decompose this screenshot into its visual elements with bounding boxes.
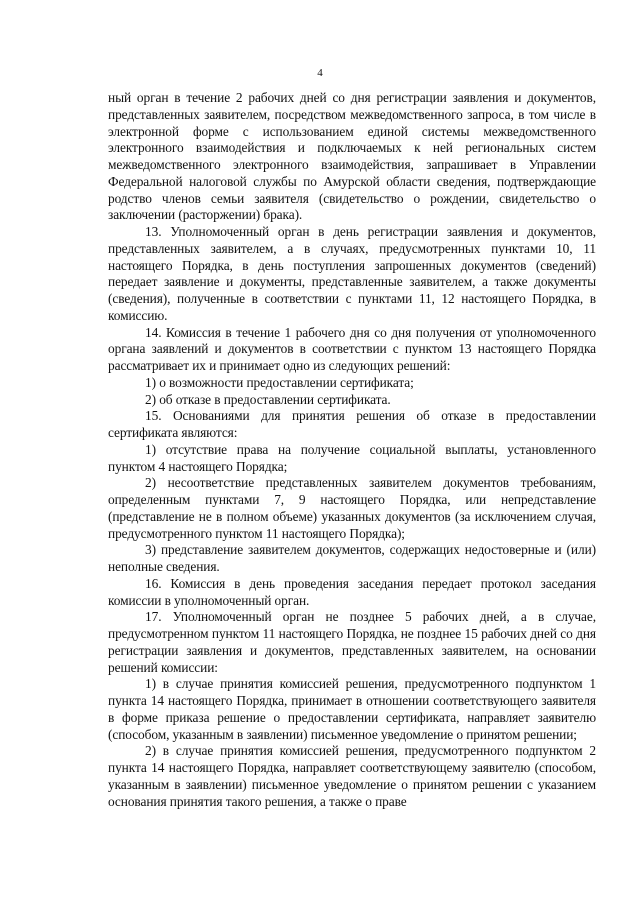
paragraph-17: 17. Уполномоченный орган не позднее 5 рабочих дней, а в случае, предусмотренном пунктом 11 настоящего Порядка, не позднее 15 рабочих дней со дня регистрации заявления и документов, представленных заявителем, на основании решений комиссии:: [108, 609, 596, 675]
paragraph-15: 15. Основаниями для принятия решения об отказе в предоставлении сертификата являются:: [108, 408, 596, 440]
paragraph-17-item-1: 1) в случае принятия комиссией решения, предусмотренного подпунктом 1 пункта 14 настоящего Порядка, принимает в отношении соответствующего заявителя в форме приказа решение о предоставлении сертификата, направляет заявителю (способом, указанным в заявлении) письменное уведомление о принятом решении;: [108, 676, 596, 742]
paragraph-15-item-3: 3) представление заявителем документов, содержащих недостоверные и (или) неполные сведения.: [108, 542, 596, 574]
paragraph-15-item-2: 2) несоответствие представленных заявителем документов требованиям, определенным пунктами 7, 9 настоящего Порядка, или непредставление (представление не в полном объеме) указанных документов (за исключением случая, предусмотренного пунктом 11 настоящего Порядка);: [108, 475, 596, 541]
paragraph-continuation: ный орган в течение 2 рабочих дней со дня регистрации заявления и документов, представленных заявителем, посредством межведомственного запроса, в том числе в электронной форме с использованием единой системы межведомственного электронного взаимодействия и подключаемых к ней региональных систем межведомственного электронного взаимодействия, запрашивает в Управлении Федеральной налоговой службы по Амурской области сведения, подтверждающие родство членов семьи заявителя (свидетельство о рождении, свидетельство о заключении (расторжении) брака).: [108, 90, 596, 223]
paragraph-15-item-1: 1) отсутствие права на получение социальной выплаты, установленного пунктом 4 настоящего Порядка;: [108, 441, 596, 474]
paragraph-17-item-2: 2) в случае принятия комиссией решения, предусмотренного подпунктом 2 пункта 14 настоящего Порядка, направляет соответствующему заявителю (способом, указанным в заявлении) письменное уведомление о принятом решении с указанием основания принятия такого решения, а также о праве: [108, 743, 596, 809]
paragraph-14-item-2: 2) об отказе в предоставлении сертификата.: [145, 391, 391, 407]
document-body: [108, 90, 596, 810]
paragraph-14: 14. Комиссия в течение 1 рабочего дня со дня получения от уполномоченного органа заявлений и документов в соответствии с пунктом 13 настоящего Порядка рассматривает их и принимает одно из следующих решений:: [108, 324, 596, 373]
paragraph-14-item-1: 1) о возможности предоставлении сертификата;: [145, 374, 414, 390]
paragraph-13: 13. Уполномоченный орган в день регистрации заявления и документов, представленных заявителем, а в случаях, предусмотренных пунктами 10, 11 настоящего Порядка, в день поступления запрошенных документов (сведений) передает заявление и документы, представленные заявителем, а также документы (сведения), полученные в соответствии с пунктами 11, 12 настоящего Порядка, в комиссию.: [108, 224, 596, 323]
page-number: 4: [317, 67, 323, 79]
paragraph-16: 16. Комиссия в день проведения заседания передает протокол заседания комиссии в уполномоченный орган.: [108, 575, 596, 608]
